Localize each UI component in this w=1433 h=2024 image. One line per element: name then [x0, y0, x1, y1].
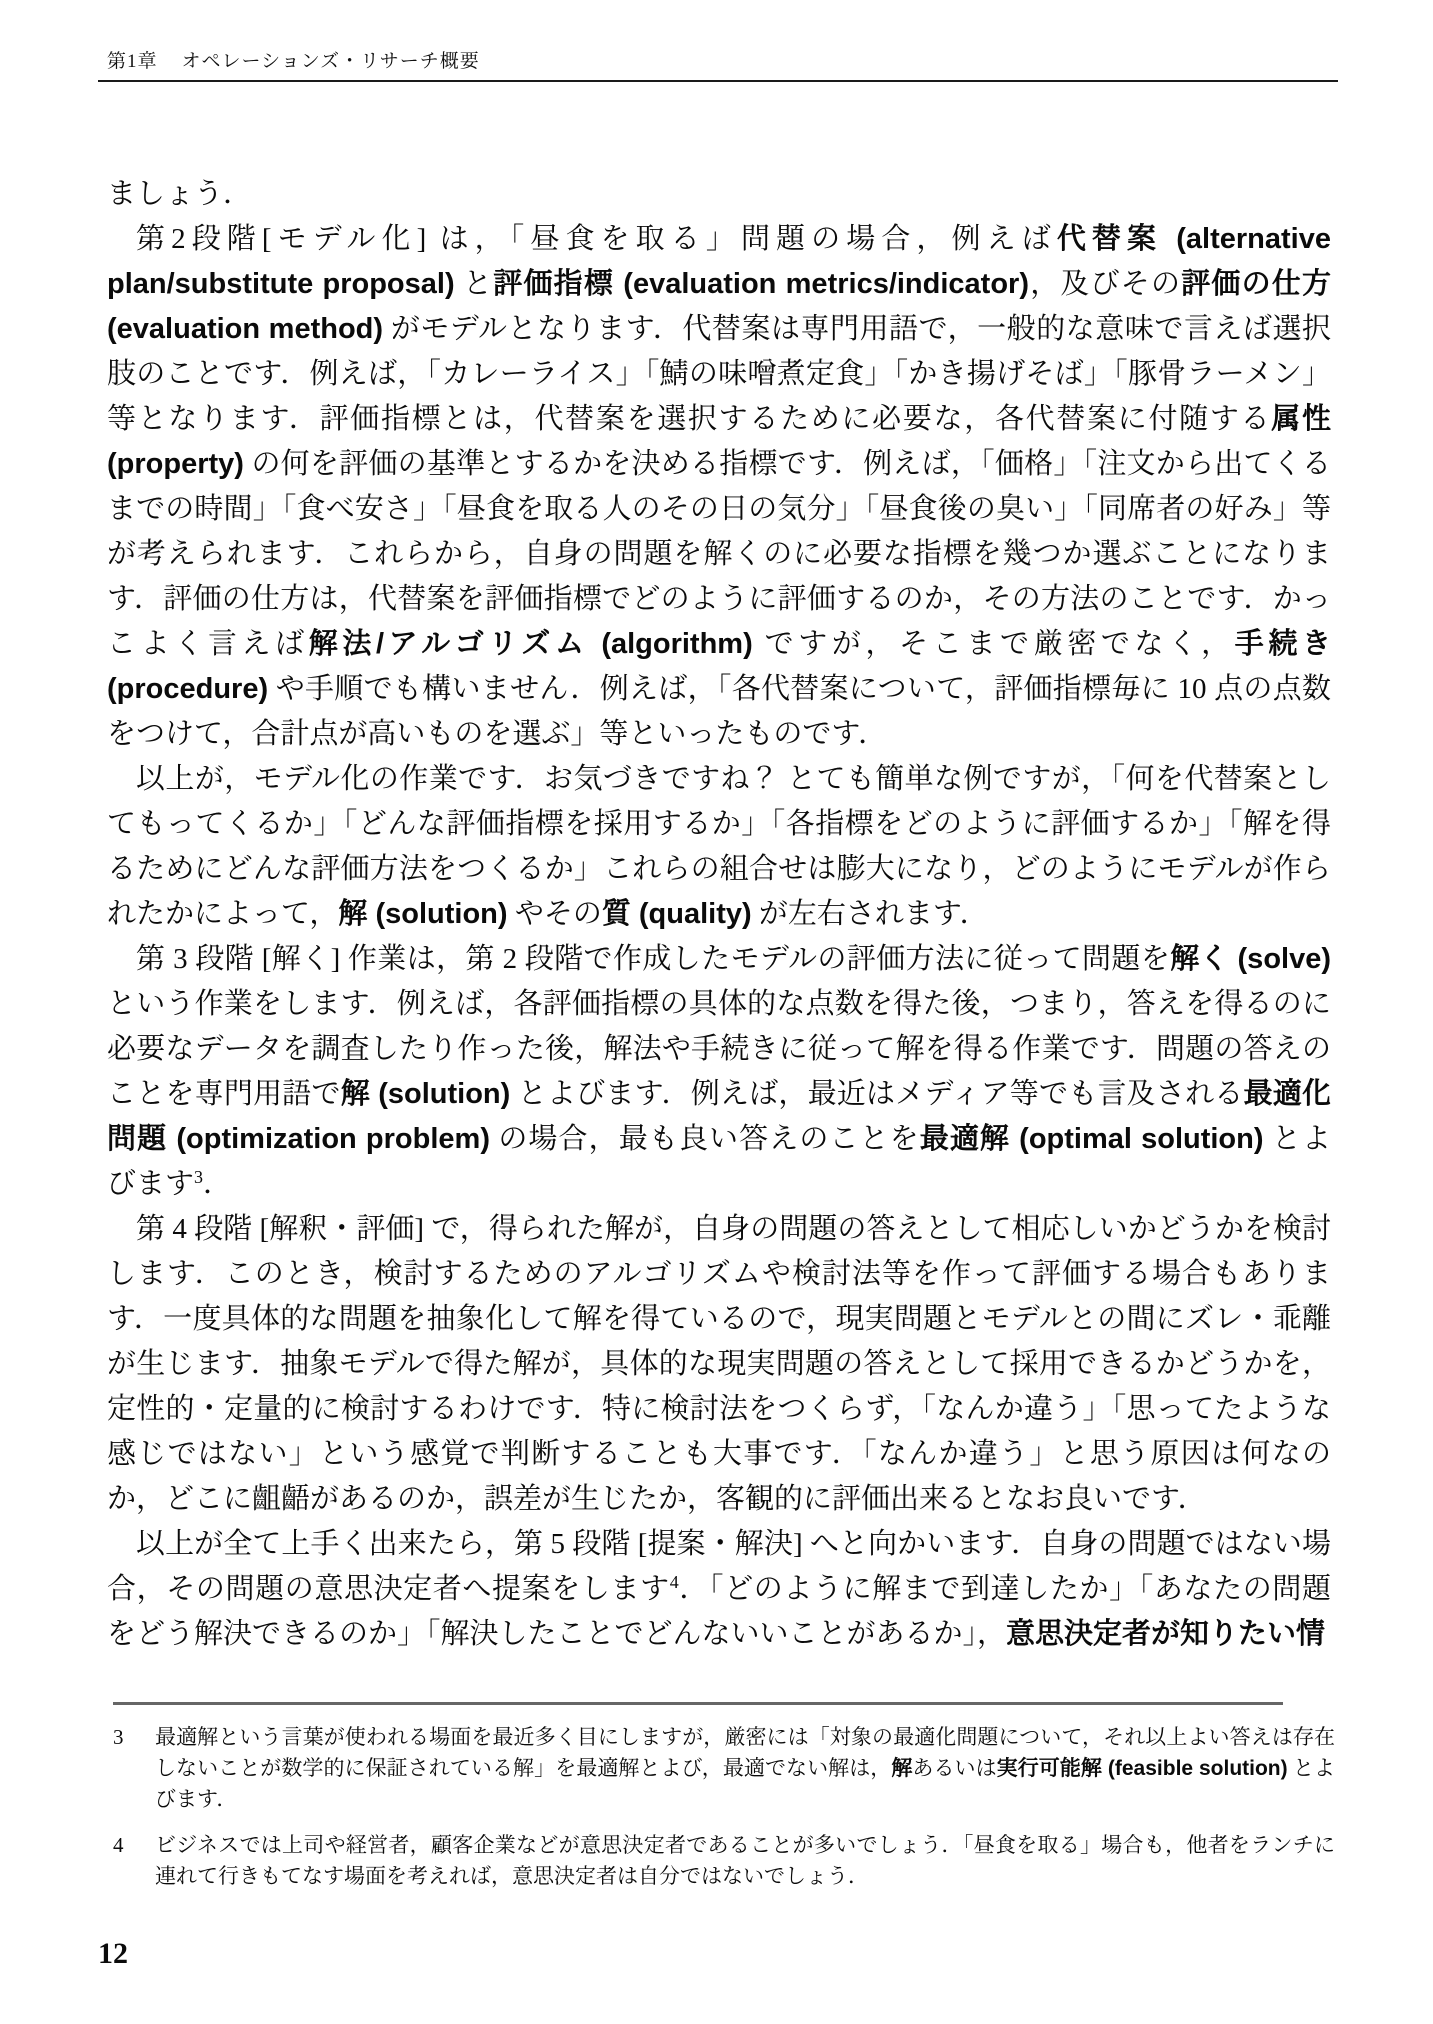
- text-run: ですが，そこまで厳密でなく，: [752, 628, 1235, 660]
- bold-term: 質 (quality): [601, 898, 752, 930]
- bold-term: 解法/アルゴリズム (algorithm): [308, 628, 753, 660]
- footnote-number: 4: [113, 1833, 124, 1857]
- bold-term: 手続き (procedure): [107, 628, 1331, 705]
- footnote-marker: 4: [669, 1572, 679, 1593]
- text-run: あるいは: [912, 1756, 997, 1780]
- paragraph-stage4-evaluate: [107, 1207, 1331, 1522]
- bold-term: 最適解 (optimal solution): [919, 1123, 1264, 1155]
- footnote-text: [155, 1722, 1335, 1815]
- text-run: が左右されます．: [751, 898, 989, 930]
- bold-term: 意思決定者が知りたい情: [1006, 1618, 1326, 1650]
- footnote-text: [155, 1830, 1335, 1892]
- paragraph-stage5-propose: [107, 1522, 1331, 1657]
- paragraph-stage3-solve: [107, 937, 1331, 1207]
- text-run: と: [454, 268, 494, 300]
- text-run: の場合，最も良い答えのことを: [489, 1123, 920, 1155]
- text-run: ましょう．: [107, 178, 253, 210]
- footnote-number: 3: [113, 1725, 124, 1749]
- text-run: とよびます．例えば，最近はメディア等でも言及される: [510, 1078, 1244, 1110]
- footnote-3: [113, 1722, 1335, 1815]
- bold-term: 解: [891, 1757, 913, 1780]
- text-run: 第 4 段階 [解釈・評価] で，得られた解が，自身の問題の答えとして相応しいかどうかを検討します．このとき，検討するためのアルゴリズムや検討法等を作って評価する場合もあります．一度具体的な問題を抽象化して解を得ているので，現実問題とモデルとの間にズレ・乖離が生じます．抽象モデルで得た解が，具体的な現実問題の答えとして採用できるかどうかを，定性的・定量的に検討するわけです．特に検討法をつくらず，「なんか違う」「思ってたような感じではない」という感覚で判断することも大事です．「なんか違う」と思う原因は何なのか，どこに齟齬があるのか，誤差が生じたか，客観的に評価出来るとなお良いです．: [107, 1213, 1331, 1515]
- text-run: ビジネスでは上司や経営者，顧客企業などが意思決定者であることが多いでしょう．「昼食を取る」場合も，他者をランチに連れて行きもてなす場面を考えれば，意思決定者は自分ではないでしょう．: [155, 1833, 1335, 1888]
- text-run: ．: [203, 1168, 233, 1200]
- text-run: とよびます: [107, 1123, 1331, 1200]
- text-run: や手順でも構いません．例えば，「各代替案について，評価指標毎に 10 点の点数をつけて，合計点が高いものを選ぶ」等といったものです．: [107, 673, 1331, 750]
- text-run: という作業をします．例えば，各評価指標の具体的な点数を得た後，つまり，答えを得るのに必要なデータを調査したり作った後，解法や手続きに従って解を得る作業です．問題の答えのことを専門用語で: [107, 988, 1331, 1110]
- bold-term: 解 (solution): [340, 1078, 511, 1110]
- text-run: 第 3 段階 [解く] 作業は，第 2 段階で作成したモデルの評価方法に従って問題を: [136, 943, 1171, 975]
- chapter-title: オペレーションズ・リサーチ概要: [181, 51, 480, 72]
- bold-term: 実行可能解 (feasible solution): [996, 1757, 1288, 1780]
- paragraph-modeling-summary: [107, 757, 1331, 937]
- body-text: [107, 172, 1331, 1657]
- bold-term: 属性 (property): [107, 403, 1331, 480]
- text-run: 以上が，モデル化の作業です．お気づきですね？ とても簡単な例ですが，「何を代替案としてもってくるか」「どんな評価指標を採用するか」「各指標をどのように評価するか」「解を得るためにどんな評価方法をつくるか」これらの組合せは膨大になり，どのようにモデルが作られたかによって，: [107, 763, 1331, 930]
- footnote-marker: 3: [194, 1167, 203, 1188]
- running-header: [107, 50, 480, 74]
- bold-term: 解く (solve): [1170, 943, 1331, 975]
- footnote-4: [113, 1830, 1335, 1892]
- paragraph-continuation: [107, 172, 1331, 217]
- text-run: ．「どのように解まで到達したか」「あなたの問題をどう解決できるのか」「解決したことでどんないいことがあるか」，: [107, 1573, 1331, 1650]
- text-run: とよびます．: [155, 1756, 1335, 1811]
- text-run: 第2段階[モデル化] は，「昼食を取る」問題の場合，例えば: [136, 223, 1057, 255]
- chapter-label: 第1章: [107, 51, 158, 72]
- bold-term: 解 (solution): [338, 898, 508, 930]
- text-run: やその: [507, 898, 602, 930]
- text-run: 最適解という言葉が使われる場面を最近多く目にしますが，厳密には「対象の最適化問題について，それ以上よい答えは存在しないことが数学的に保証されている解」を最適解とよび，最適でない解は，: [155, 1725, 1335, 1780]
- footnotes: [113, 1722, 1335, 1907]
- header-rule: [98, 80, 1338, 82]
- text-run: 以上が全て上手く出来たら，第 5 段階 [提案・解決] へと向かいます．自身の問題ではない場合，その問題の意思決定者へ提案をします: [107, 1528, 1331, 1605]
- bold-term: 最適化問題 (optimization problem): [107, 1078, 1331, 1155]
- text-run: がモデルとなります．代替案は専門用語で，一般的な意味で言えば選択肢のことです．例えば，「カレーライス」「鯖の味噌煮定食」「かき揚げそば」「豚骨ラーメン」等となります．評価指標とは，代替案を選択するために必要な，各代替案に付随する: [107, 313, 1331, 435]
- page-number: 12: [98, 1937, 128, 1970]
- text-run: ，及びその: [1029, 268, 1182, 300]
- paragraph-stage2-modeling: [107, 217, 1331, 757]
- bold-term: 評価の仕方 (evaluation method): [107, 268, 1331, 345]
- bold-term: 代替案 (alternative plan/substitute proposal): [107, 223, 1331, 300]
- text-run: の何を評価の基準とするかを決める指標です．例えば，「価格」「注文から出てくるまでの時間」「食べ安さ」「昼食を取る人のその日の気分」「昼食後の臭い」「同席者の好み」等が考えられます．これらから，自身の問題を解くのに必要な指標を幾つか選ぶことになります．評価の仕方は，代替案を評価指標でどのように評価するのか，その方法のことです．かっこよく言えば: [107, 448, 1331, 660]
- footnote-rule: [113, 1702, 1283, 1705]
- bold-term: 評価指標 (evaluation metrics/indicator): [493, 268, 1029, 300]
